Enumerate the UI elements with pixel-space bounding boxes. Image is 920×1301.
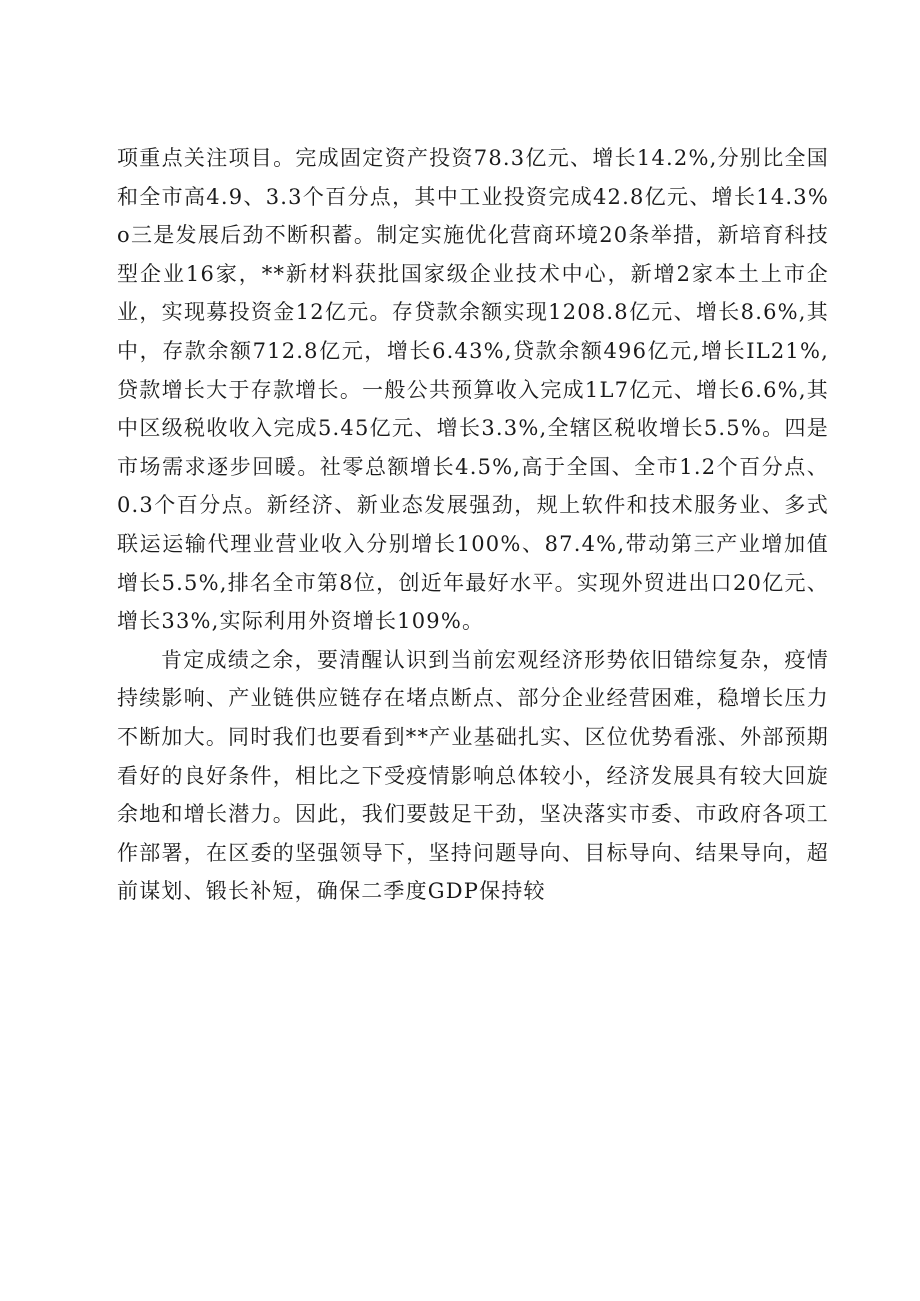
paragraph-economic-results: 项重点关注项目。完成固定资产投资78.3亿元、增长14.2%,分别比全国和全市高4.9、3.3个百分点，其中工业投资完成42.8亿元、增长14.3%o三是发展后劲不断积蓄。制定实施优化营商环境20条举措，新培育科技型企业16家，**新材料获批国家级企业技术中心，新增2家本土上市企业，实现募投资金12亿元。存贷款余额实现1208.8亿元、增长8.6%,其中，存款余额712.8亿元，增长6.43%,贷款余额496亿元,增长IL21%,贷款增长大于存款增长。一般公共预算收入完成1L7亿元、增长6.6%,其中区级税收收入完成5.45亿元、增长3.3%,全辖区税收增长5.5%。四是市场需求逐步回暖。社零总额增长4.5%,高于全国、全市1.2个百分点、0.3个百分点。新经济、新业态发展强劲，规上软件和技术服务业、多式联运运输代理业营业收入分别增长100%、87.4%,带动第三产业增加值增长5.5%,排名全市第8位，创近年最好水平。实现外贸进出口20亿元、增长33%,实际利用外资增长109%。 [117, 146, 829, 634]
paragraph-outlook: 肯定成绩之余，要清醒认识到当前宏观经济形势依旧错综复杂，疫情持续影响、产业链供应链存在堵点断点、部分企业经营困难，稳增长压力不断加大。同时我们也要看到**产业基础扎实、区位优势看涨、外部预期看好的良好条件，相比之下受疫情影响总体较小，经济发展具有较大回旋余地和增长潜力。因此，我们要鼓足干劲，坚决落实市委、市政府各项工作部署，在区委的坚强领导下，坚持问题导向、目标导向、结果导向，超前谋划、锻长补短，确保二季度GDP保持较 [117, 647, 829, 904]
document-body [117, 139, 829, 911]
